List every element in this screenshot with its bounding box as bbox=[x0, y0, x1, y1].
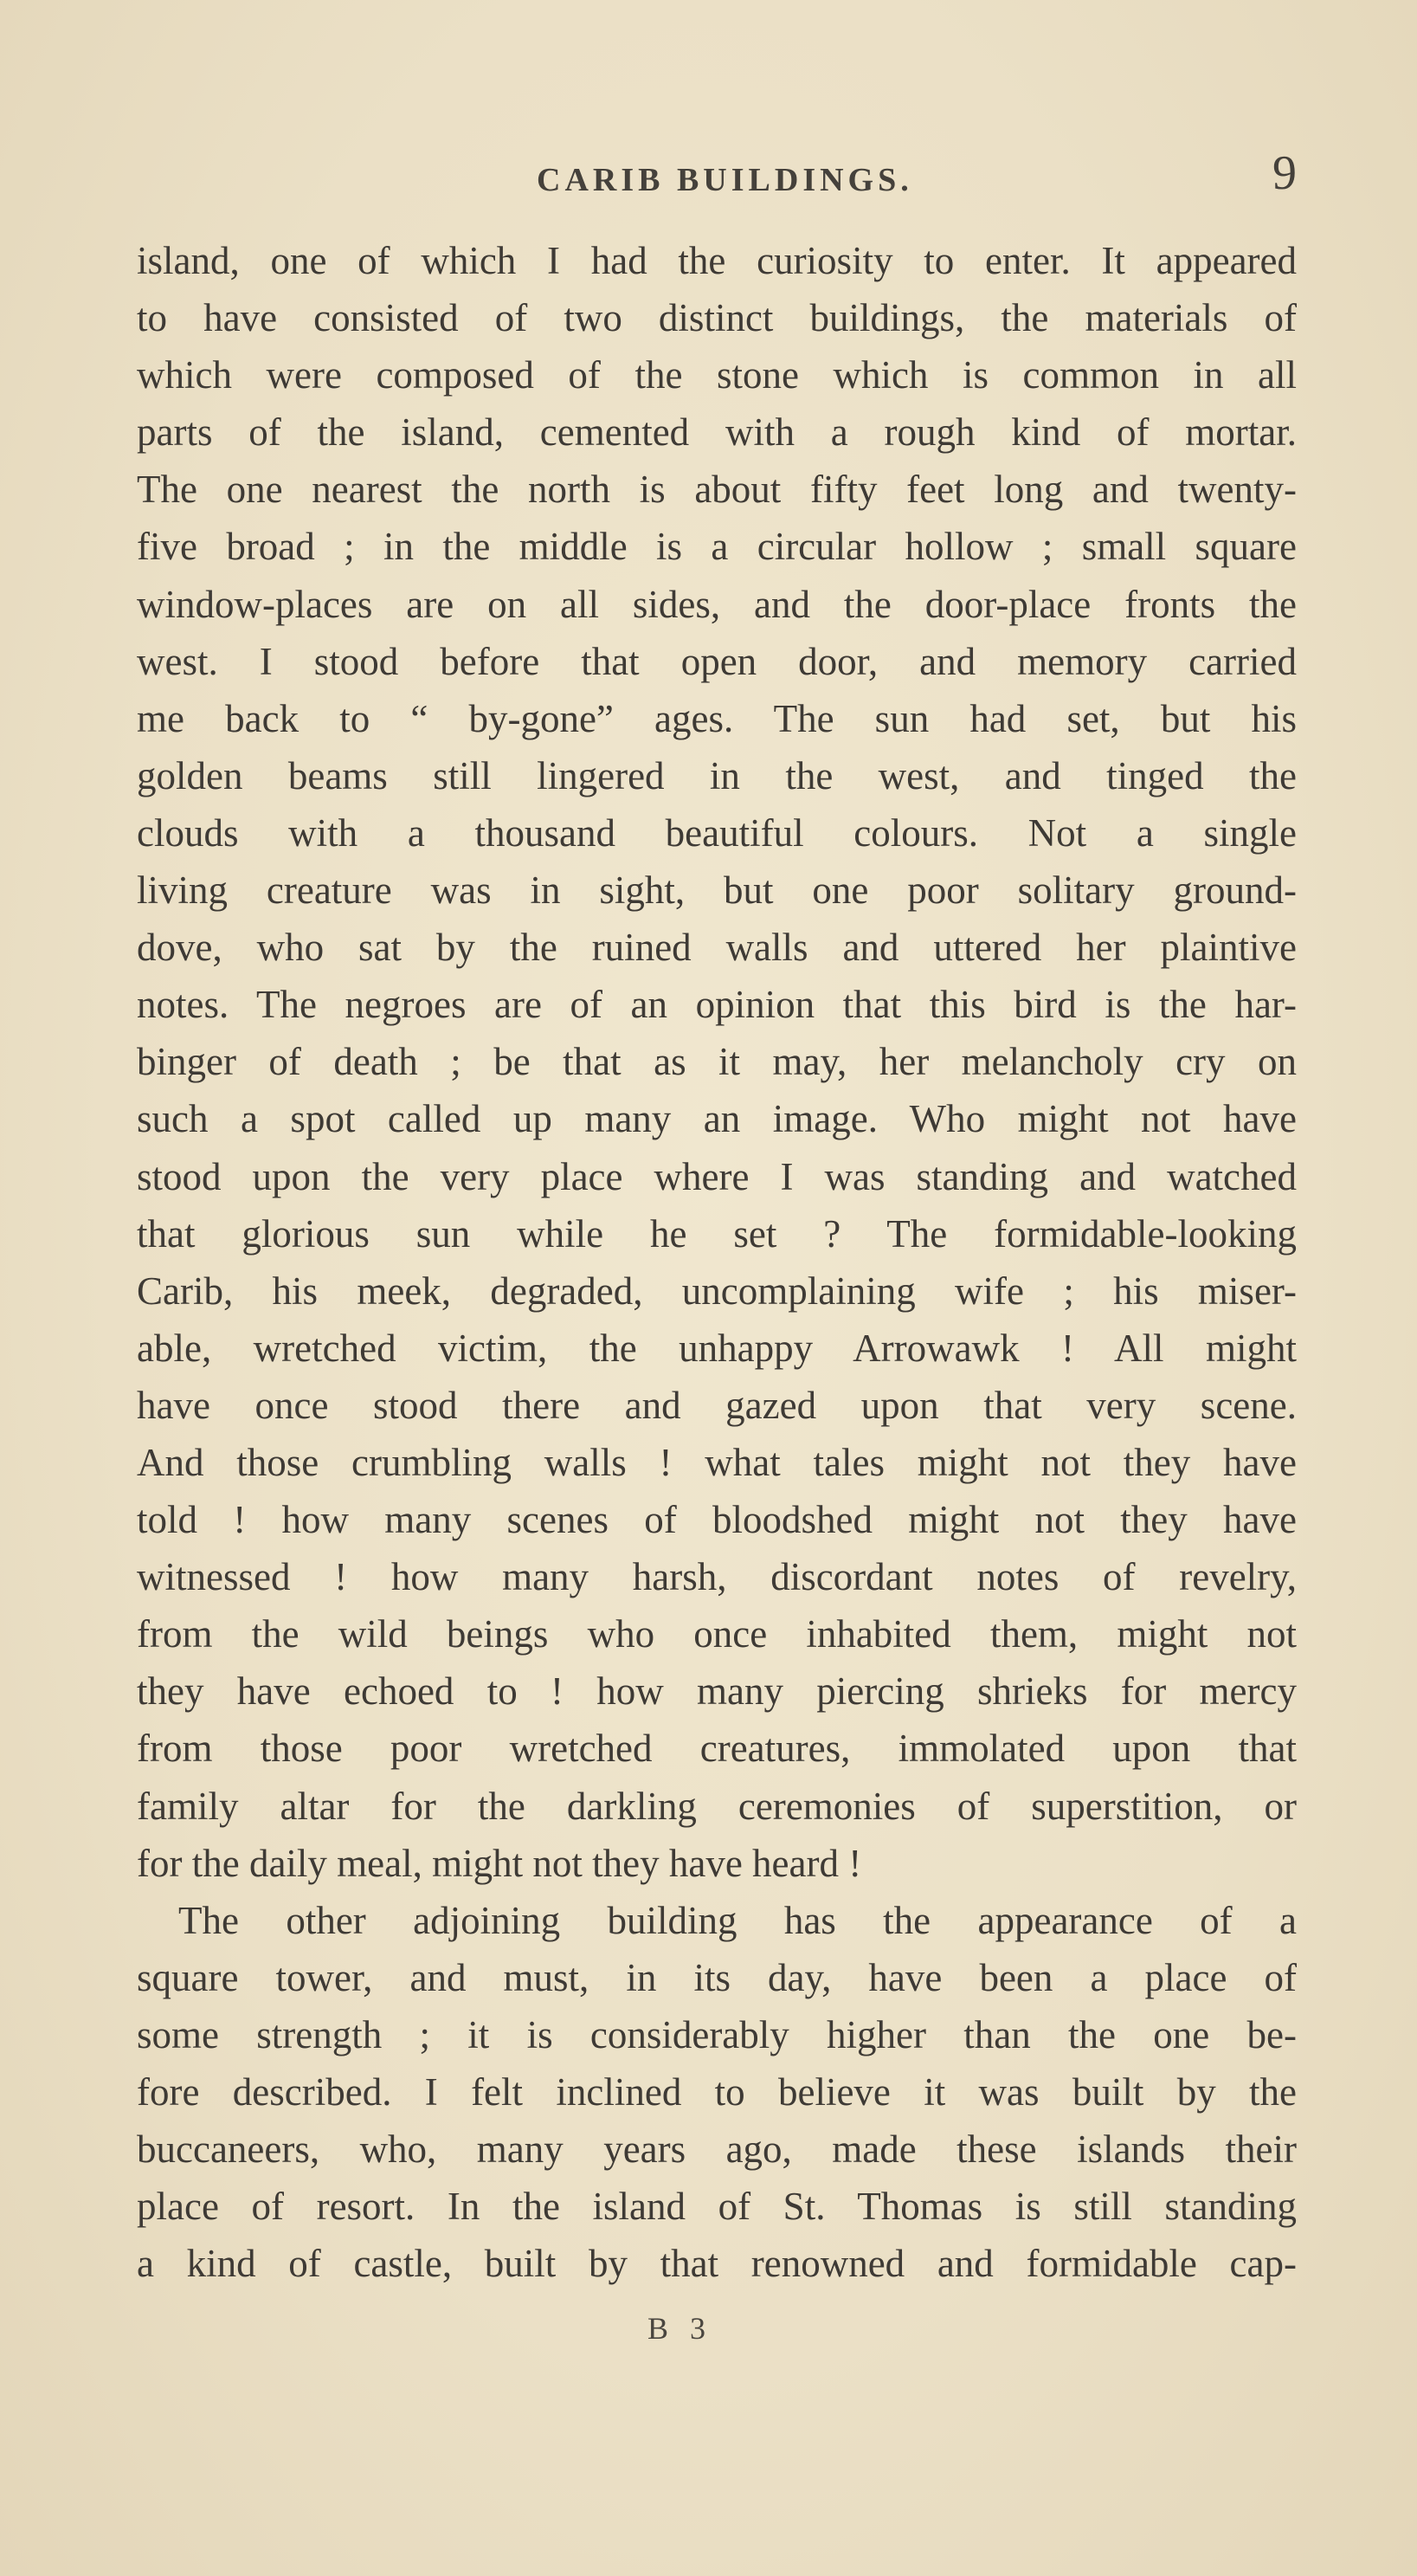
text-line: which were composed of the stone which is common in all bbox=[137, 353, 1297, 397]
text-line: have once stood there and gazed upon that very scene. bbox=[137, 1383, 1297, 1427]
text-line: able, wretched victim, the unhappy Arrowawk ! All might bbox=[137, 1326, 1297, 1370]
text-line: from those poor wretched creatures, immolated upon that bbox=[137, 1727, 1297, 1771]
text-line: me back to “ by-gone” ages. The sun had set, but his bbox=[137, 696, 1297, 740]
text-line: five broad ; in the middle is a circular hollow ; small square bbox=[137, 525, 1297, 569]
text-line: some strength ; it is considerably higher than the one be- bbox=[137, 2012, 1297, 2056]
text-line: witnessed ! how many harsh, discordant notes of revelry, bbox=[137, 1555, 1297, 1599]
text-line: Carib, his meek, degraded, uncomplaining wife ; his miser- bbox=[137, 1269, 1297, 1313]
text-line: that glorious sun while he set ? The formidable-looking bbox=[137, 1211, 1297, 1256]
page-number: 9 bbox=[1272, 146, 1297, 200]
paragraph-end-line: for the daily meal, might not they have heard ! bbox=[137, 1841, 862, 1885]
running-title: CARIB BUILDINGS. bbox=[537, 162, 913, 198]
text-line: family altar for the darkling ceremonies of superstition, or bbox=[137, 1784, 1297, 1828]
text-line: golden beams still lingered in the west, and tinged the bbox=[137, 753, 1297, 797]
text-line: parts of the island, cemented with a rough kind of mortar. bbox=[137, 410, 1297, 455]
text-line: west. I stood before that open door, and memory carried bbox=[137, 639, 1297, 683]
text-line: square tower, and must, in its day, have been a place of bbox=[137, 1955, 1297, 1999]
signature-mark: B 3 bbox=[647, 2311, 713, 2346]
text-line: place of resort. In the island of St. Thomas is still standing bbox=[137, 2185, 1297, 2229]
running-head bbox=[137, 145, 1297, 206]
text-line: fore described. I felt inclined to believe it was built by the bbox=[137, 2070, 1297, 2114]
text-line: they have echoed to ! how many piercing shrieks for mercy bbox=[137, 1669, 1297, 1714]
text-line: And those crumbling walls ! what tales might not they have bbox=[137, 1440, 1297, 1484]
body-text bbox=[137, 232, 1297, 2292]
text-line: to have consisted of two distinct buildings, the materials of bbox=[137, 296, 1297, 340]
text-line: window-places are on all sides, and the door-place fronts the bbox=[137, 582, 1297, 626]
text-line: binger of death ; be that as it may, her melancholy cry on bbox=[137, 1040, 1297, 1084]
text-line: such a spot called up many an image. Who might not have bbox=[137, 1097, 1297, 1141]
text-line: island, one of which I had the curiosity to enter. It appeared bbox=[137, 239, 1297, 282]
paragraph-start-line: The other adjoining building has the appearance of a bbox=[178, 1898, 1297, 1942]
text-line: buccaneers, who, many years ago, made these islands their bbox=[137, 2127, 1297, 2172]
text-line: a kind of castle, built by that renowned and formidable cap- bbox=[137, 2242, 1297, 2286]
text-line: clouds with a thousand beautiful colours. Not a single bbox=[137, 810, 1297, 855]
text-line: from the wild beings who once inhabited them, might not bbox=[137, 1612, 1297, 1656]
text-line: The one nearest the north is about fifty feet long and twenty- bbox=[137, 468, 1297, 512]
text-line: notes. The negroes are of an opinion that this bird is the har- bbox=[137, 983, 1297, 1027]
text-line: told ! how many scenes of bloodshed might not they have bbox=[137, 1498, 1297, 1542]
text-line: stood upon the very place where I was standing and watched bbox=[137, 1154, 1297, 1198]
text-line: dove, who sat by the ruined walls and uttered her plaintive bbox=[137, 926, 1297, 970]
text-line: living creature was in sight, but one poor solitary ground- bbox=[137, 868, 1297, 913]
